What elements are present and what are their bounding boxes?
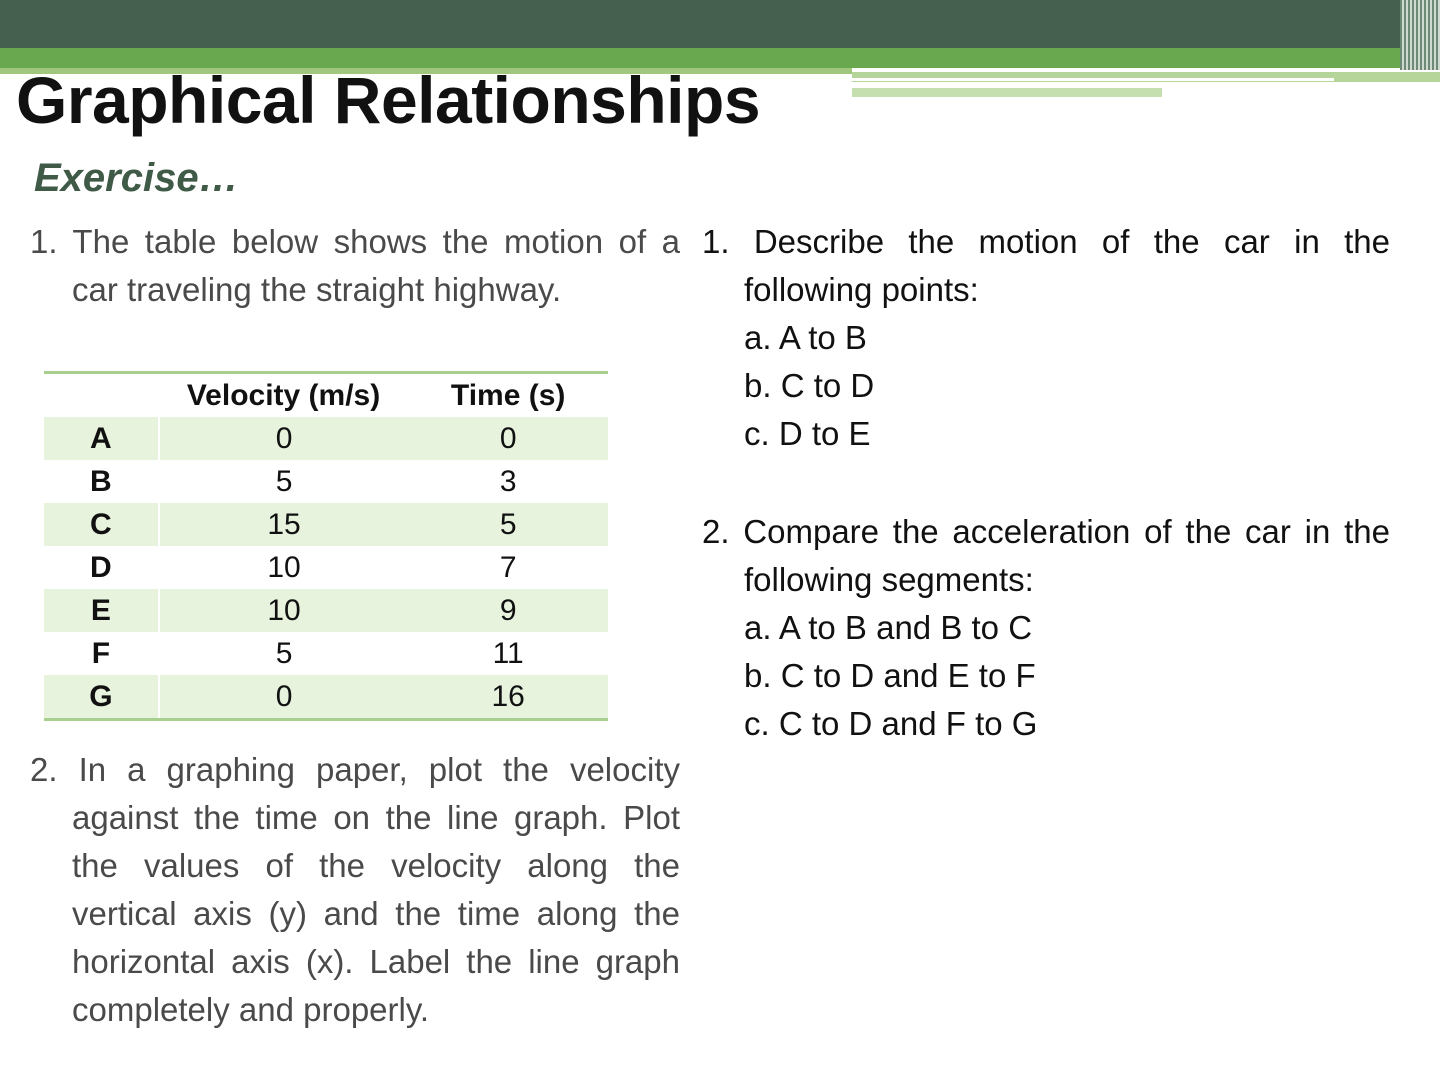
header-band-light-2	[852, 88, 1162, 97]
table-row	[44, 546, 608, 589]
velocity-cell: 0	[275, 679, 293, 713]
velocity-cell: 10	[267, 550, 301, 584]
question-2-option-a: a. A to B and B to C	[744, 609, 1033, 646]
question-1-option-c: c. D to E	[744, 415, 871, 452]
question-1-option-b: b. C to D	[744, 367, 875, 404]
row-label: A	[44, 417, 159, 460]
row-label: F	[44, 632, 159, 675]
table-header-velocity: Velocity (m/s)	[186, 378, 381, 412]
question-2	[702, 508, 1390, 748]
slide-title: Graphical Relationships	[16, 63, 761, 137]
table-row	[44, 503, 608, 546]
velocity-cell: 5	[275, 464, 293, 498]
time-cell: 5	[499, 507, 517, 541]
time-cell: 0	[499, 421, 517, 455]
slide-subtitle: Exercise…	[34, 156, 239, 200]
question-1-option-a: a. A to B	[744, 319, 867, 356]
question-2-option-b: b. C to D and E to F	[744, 657, 1036, 694]
table-row	[44, 589, 608, 632]
row-label: D	[44, 546, 159, 589]
row-label: G	[44, 675, 159, 720]
velocity-cell: 5	[275, 636, 293, 670]
row-label: C	[44, 503, 159, 546]
motion-table	[44, 371, 608, 721]
time-cell: 7	[499, 550, 517, 584]
table-row	[44, 632, 608, 675]
header-band-dark	[0, 0, 1440, 48]
exercise-item-2: 2. In a graphing paper, plot the velocity against the time on the line graph. Plot the values of the velocity along the vertical axis (y) and the time along the horizontal axis (x). Label the line graph completely and properly.	[30, 751, 680, 1028]
question-2-text: 2. Compare the acceleration of the car in the following segments:	[702, 513, 1390, 598]
header-band-edge	[1400, 0, 1440, 70]
velocity-cell: 0	[275, 421, 293, 455]
time-cell: 16	[491, 679, 525, 713]
question-1	[702, 218, 1390, 458]
velocity-cell: 10	[267, 593, 301, 627]
table-header-row	[44, 373, 608, 418]
time-cell: 3	[499, 464, 517, 498]
header-band-line	[852, 78, 1334, 81]
question-2-option-c: c. C to D and F to G	[744, 705, 1038, 742]
velocity-cell: 15	[267, 507, 301, 541]
table-row	[44, 675, 608, 720]
time-cell: 11	[492, 636, 524, 670]
table-header-time: Time (s)	[450, 378, 566, 412]
row-label: B	[44, 460, 159, 503]
table-header-label	[44, 373, 159, 418]
table-row	[44, 460, 608, 503]
exercise-item-1: 1. The table below shows the motion of a car traveling the straight highway.	[30, 223, 680, 308]
question-1-text: 1. Describe the motion of the car in the following points:	[702, 223, 1390, 308]
time-cell: 9	[499, 593, 517, 627]
table-row	[44, 417, 608, 460]
row-label: E	[44, 589, 159, 632]
